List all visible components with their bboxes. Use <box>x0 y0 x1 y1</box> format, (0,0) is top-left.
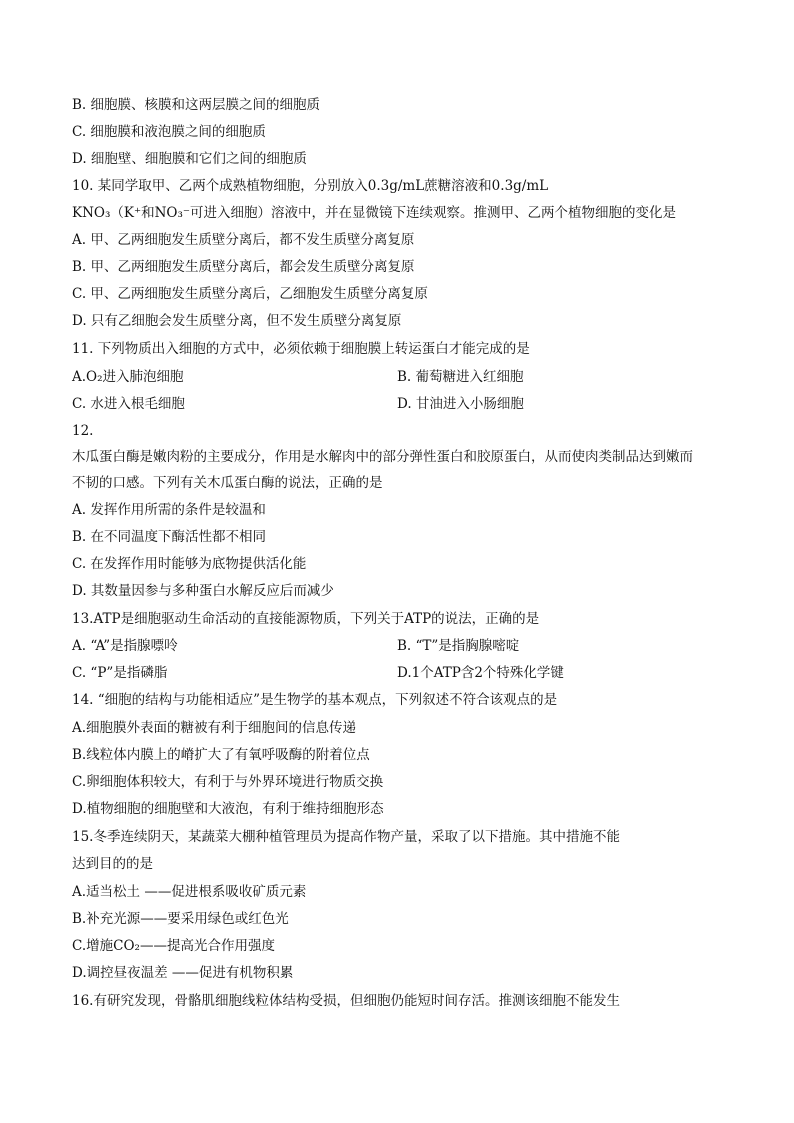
q14-stem: 14. “细胞的结构与功能相适应”是生物学的基本观点，下列叙述不符合该观点的是 <box>72 692 558 708</box>
q11-option-b: B. 葡萄糖进入红细胞 <box>397 369 524 385</box>
q12-stem-line2: 不韧的口感。下列有关木瓜蛋白酶的说法，正确的是 <box>72 475 383 491</box>
q15-option-a: A.适当松土 ——促进根系吸收矿质元素 <box>72 884 307 900</box>
q13-stem: 13.ATP是细胞驱动生命活动的直接能源物质，下列关于ATP的说法，正确的是 <box>72 611 540 627</box>
q13-option-d: D.1个ATP含2个特殊化学键 <box>397 665 564 681</box>
q13-option-c: C. “P”是指磷脂 <box>72 665 168 681</box>
q15-option-b: B.补充光源——要采用绿色或红色光 <box>72 911 289 927</box>
q13-option-a: A. “A”是指腺嘌呤 <box>72 638 178 654</box>
q11-option-a: A.O₂进入肺泡细胞 <box>72 369 184 385</box>
q11-row1 <box>72 368 524 386</box>
q15-option-d: D.调控昼夜温差 ——促进有机物积累 <box>72 965 294 981</box>
q12-stem-line1: 木瓜蛋白酶是嫩肉粉的主要成分，作用是水解肉中的部分弹性蛋白和胶原蛋白，从而使肉类制品达到嫩而 <box>72 449 693 465</box>
q14-option-a: A.细胞膜外表面的糖被有利于细胞间的信息传递 <box>72 720 357 736</box>
q12-number: 12. <box>72 423 94 439</box>
q9-option-d: D. 细胞壁、细胞膜和它们之间的细胞质 <box>72 151 307 167</box>
q11-option-c: C. 水进入根毛细胞 <box>72 396 185 412</box>
q10-stem-line2: KNO₃（K⁺和NO₃⁻可进入细胞）溶液中，并在显微镜下连续观察。推测甲、乙两个植物细胞的变化是 <box>72 205 677 221</box>
q13-option-b: B. “T”是指胸腺嘧啶 <box>397 638 520 654</box>
q14-option-b: B.线粒体内膜上的嵴扩大了有氧呼吸酶的附着位点 <box>72 747 370 763</box>
q14-option-c: C.卵细胞体积较大，有利于与外界环境进行物质交换 <box>72 774 384 790</box>
q10-option-c: C. 甲、乙两细胞发生质壁分离后，乙细胞发生质壁分离复原 <box>72 286 428 302</box>
q10-option-b: B. 甲、乙两细胞发生质壁分离后，都会发生质壁分离复原 <box>72 259 415 275</box>
q10-option-a: A. 甲、乙两细胞发生质壁分离后，都不发生质壁分离复原 <box>72 232 415 248</box>
q12-option-d: D. 其数量因参与多种蛋白水解反应后而减少 <box>72 583 334 599</box>
q15-stem-line2: 达到目的的是 <box>72 856 153 872</box>
q10-option-d: D. 只有乙细胞会发生质壁分离，但不发生质壁分离复原 <box>72 313 402 329</box>
q13-row2 <box>72 664 564 682</box>
q12-option-b: B. 在不同温度下酶活性都不相同 <box>72 529 267 545</box>
q15-stem-line1: 15.冬季连续阴天，某蔬菜大棚种植管理员为提高作物产量，采取了以下措施。其中措施不能 <box>72 829 620 845</box>
q13-row1 <box>72 637 520 655</box>
q12-option-c: C. 在发挥作用时能够为底物提供活化能 <box>72 556 307 572</box>
q10-stem-line1: 10. 某同学取甲、乙两个成熟植物细胞，分别放入0.3g/mL蔗糖溶液和0.3g/mL <box>72 178 549 194</box>
q12-option-a: A. 发挥作用所需的条件是较温和 <box>72 502 266 518</box>
q11-option-d: D. 甘油进入小肠细胞 <box>397 396 524 412</box>
q14-option-d: D.植物细胞的细胞壁和大液泡，有利于维持细胞形态 <box>72 801 384 817</box>
q11-stem: 11. 下列物质出入细胞的方式中，必须依赖于细胞膜上转运蛋白才能完成的是 <box>72 341 530 357</box>
q9-option-b: B. 细胞膜、核膜和这两层膜之间的细胞质 <box>72 97 321 113</box>
q15-option-c: C.增施CO₂——提高光合作用强度 <box>72 938 275 954</box>
q16-stem: 16.有研究发现，骨骼肌细胞线粒体结构受损，但细胞仍能短时间存活。推测该细胞不能发生 <box>72 993 620 1009</box>
q9-option-c: C. 细胞膜和液泡膜之间的细胞质 <box>72 124 266 140</box>
q11-row2 <box>72 395 524 413</box>
